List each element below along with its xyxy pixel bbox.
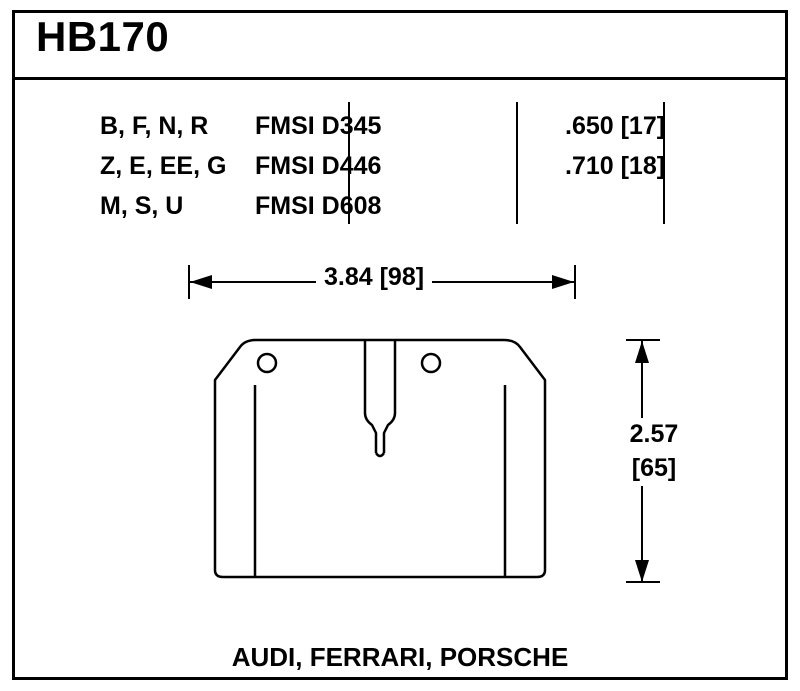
mounting-hole-right [422,354,440,372]
spec-divider-2 [516,102,518,224]
fmsi-row-1: FMSI D345 [255,112,382,140]
mounting-hole-left [258,354,276,372]
fmsi-column [255,100,515,228]
vehicle-applications-label: AUDI, FERRARI, PORSCHE [231,642,569,672]
compound-codes-row-2: Z, E, EE, G [100,152,227,180]
width-arrow-left-icon [190,275,212,289]
thickness-column [565,100,710,228]
height-dimension-inches: 2.57 [629,420,679,448]
height-arrow-up-icon [635,341,649,363]
width-dimension-label: 3.84 [98] [316,265,432,290]
spec-table [100,100,710,228]
height-arrow-down-icon [635,560,649,582]
page-title: HB170 [36,13,170,60]
fmsi-row-3: FMSI D608 [255,192,382,220]
pad-center-slot [365,340,395,453]
height-dimension-label [608,418,700,486]
width-extension-tick-right [574,265,576,299]
pad-center-slot-base [376,453,384,456]
thickness-row-2: .710 [18] [565,152,666,180]
width-arrow-right-icon [552,275,574,289]
thickness-row-1: .650 [17] [565,112,666,140]
pad-backing-plate-outline [215,340,545,577]
compound-codes-row-1: B, F, N, R [100,112,209,140]
height-dimension-mm: [65] [631,453,677,482]
title-divider [15,77,785,80]
compound-codes-column [100,100,240,228]
brake-pad-outline-drawing [160,325,600,600]
compound-codes-row-3: M, S, U [100,192,184,220]
fmsi-row-2: FMSI D446 [255,152,382,180]
